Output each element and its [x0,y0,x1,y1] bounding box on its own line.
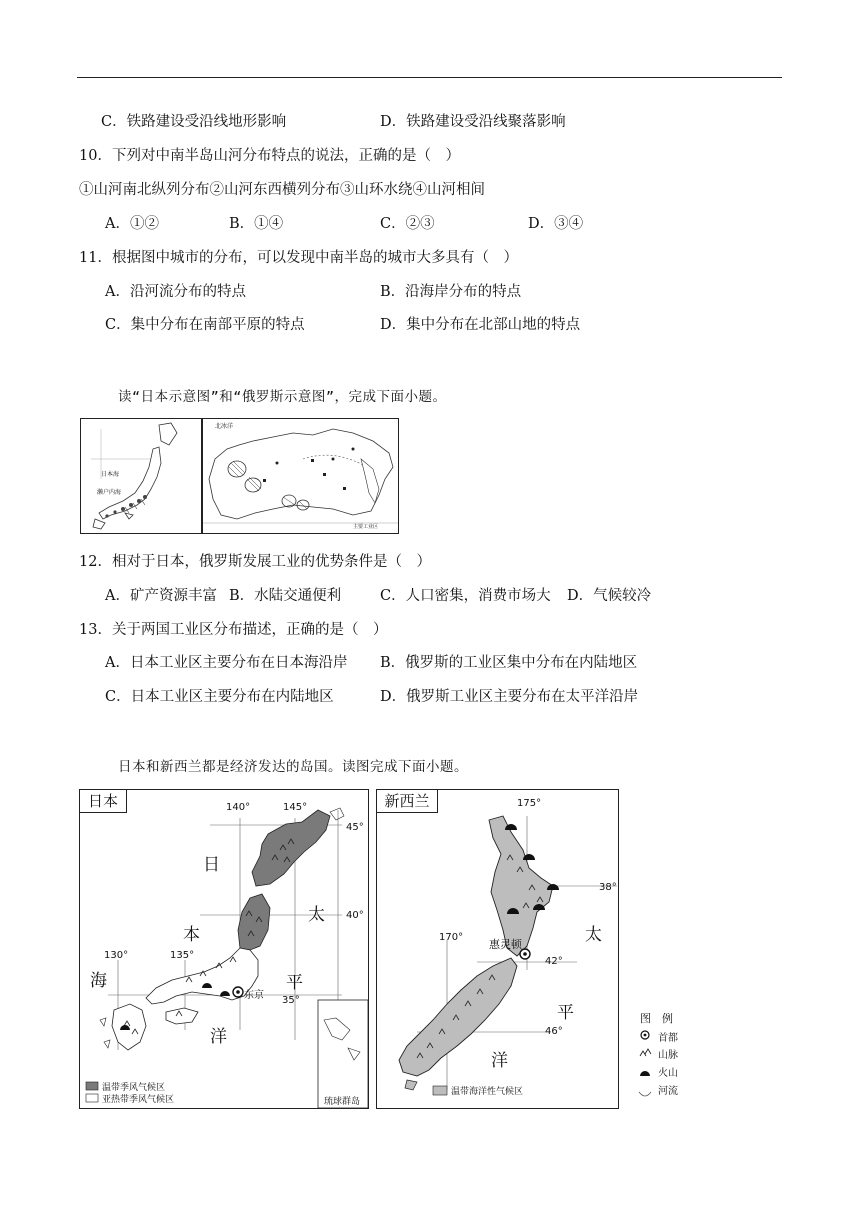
q13-option-d: D．俄罗斯工业区主要分布在太平洋沿岸 [380,689,639,705]
russia-sketch-map [202,418,399,534]
q10-option-a: A．①② [105,216,159,232]
legend-capital: 首都 [658,1033,678,1044]
japan-map-title: 日本 [80,790,127,813]
q12-option-c: C．人口密集，消费市场大 [380,588,551,604]
hokkaido-shape [252,810,330,886]
new-zealand-climate-map [376,789,619,1109]
q10-stem: 10．下列对中南半岛山河分布特点的说法，正确的是（ ） [79,148,460,164]
q11-option-d: D．集中分布在北部山地的特点 [380,317,581,333]
q11-option-c: C．集中分布在南部平原的特点 [105,317,305,333]
q10-option-d: D．③④ [528,216,584,232]
nz-ocean-char-yang: 洋 [491,1051,508,1071]
legend-volcano: 火山 [658,1068,678,1079]
legend-temperate-monsoon: 温带季风气候区 [102,1083,166,1093]
japan-climate-map [79,789,369,1109]
japan-sea-label: 日本海 [101,471,120,478]
lon-130-label: 130° [104,950,129,961]
legend-subtropical-monsoon: 亚热带季风气候区 [102,1095,175,1105]
nz-map-title: 新西兰 [377,790,438,813]
q12-option-d: D．气候较冷 [567,588,652,604]
legend-oceanic: 温带海洋性气候区 [451,1087,524,1097]
q13-stem: 13．关于两国工业区分布描述，正确的是（ ） [79,622,388,638]
sea-char-hai: 海 [90,971,107,991]
q11-option-b: B．沿海岸分布的特点 [380,284,522,300]
map-legend [636,1008,706,1108]
q9-option-c: C．铁路建设受沿线地形影响 [101,114,287,130]
q13-option-c: C．日本工业区主要分布在内陆地区 [105,689,334,705]
legend-title: 图 例 [640,1012,673,1025]
legend-mountain: 山脉 [658,1050,678,1061]
lon-140-label: 140° [226,802,251,813]
q13-option-a: A．日本工业区主要分布在日本海沿岸 [105,655,348,671]
q13-option-b: B．俄罗斯的工业区集中分布在内陆地区 [380,655,638,671]
q11-option-a: A．沿河流分布的特点 [105,284,246,300]
seto-label: 濑户内海 [97,489,122,496]
lon-135-label: 135° [170,950,195,961]
q12-stem: 12．相对于日本，俄罗斯发展工业的优势条件是（ ） [79,554,431,570]
lat-45-label: 45° [346,822,364,833]
nz-ocean-char-ping: 平 [557,1003,574,1023]
q10-option-b: B．①④ [229,216,284,232]
intro-japan-russia: 读“日本示意图”和“俄罗斯示意图”，完成下面小题。 [118,389,447,405]
q10-statements: ①山河南北纵列分布②山河东西横列分布③山环水绕④山河相间 [79,182,485,198]
lon-145-label: 145° [283,802,308,813]
wellington-label: 惠灵顿 [489,938,522,951]
lat-40-label: 40° [346,910,364,921]
lat-42-label: 42° [545,956,563,967]
arctic-ocean-label: 北冰洋 [215,423,234,430]
ocean-char-tai: 太 [308,905,325,925]
lat-35-label: 35° [282,995,300,1006]
q12-option-b: B．水陆交通便利 [229,588,342,604]
lon-175-label: 175° [517,798,542,809]
industrial-zone-legend: 主要工业区 [353,524,379,530]
header-rule [77,77,782,78]
tokyo-label: 东京 [244,990,264,1001]
q10-option-c: C．②③ [380,216,435,232]
ryukyu-label: 琉球群岛 [324,1097,361,1107]
ocean-char-ping: 平 [286,973,303,993]
lon-170-label: 170° [439,932,464,943]
ocean-char-yang: 洋 [210,1027,227,1047]
japan-sketch-map [80,418,202,534]
nz-ocean-char-tai: 太 [585,925,602,945]
intro-japan-nz: 日本和新西兰都是经济发达的岛国。读图完成下面小题。 [118,759,468,775]
lat-46-label: 46° [545,1026,563,1037]
q9-option-d: D．铁路建设受沿线聚落影响 [380,114,566,130]
sea-char-ben: 本 [183,925,200,945]
q12-option-a: A．矿产资源丰富 [105,588,217,604]
sea-char-ri: 日 [203,855,220,875]
q11-stem: 11．根据图中城市的分布，可以发现中南半岛的城市大多具有（ ） [79,250,518,266]
lat-38-label: 38° [599,882,617,893]
legend-river: 河流 [658,1086,678,1097]
